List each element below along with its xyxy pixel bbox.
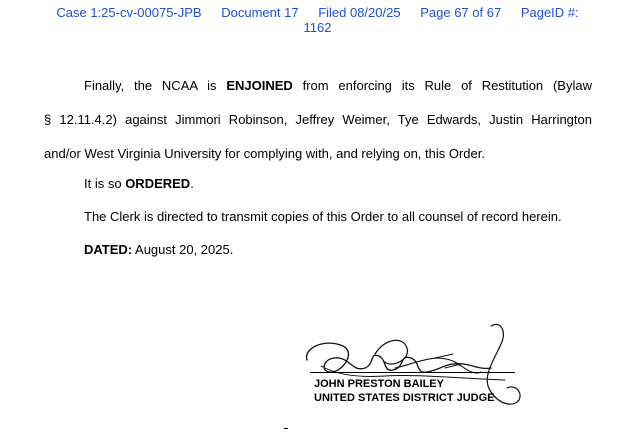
dated-label: DATED: — [84, 242, 133, 257]
document-number: Document 17 — [221, 5, 299, 20]
clerk-directive: The Clerk is directed to transmit copies of this Order to all counsel of record herein. — [84, 209, 562, 224]
signature-line — [310, 372, 515, 373]
pageid-label: PageID #: — [520, 5, 579, 20]
case-header — [0, 6, 635, 35]
pageid-value: 1162 — [303, 20, 332, 35]
paragraph-line-1 — [44, 78, 592, 94]
paragraph-line-2: § 12.11.4.2) against Jimmori Robinson, Jeffrey Weimer, Tye Edwards, Justin Harrington — [44, 112, 592, 127]
case-header-row — [0, 6, 635, 20]
paragraph-text: from enforcing its Rule of Restitution (Bylaw — [292, 78, 592, 93]
ordered-text: It is so — [84, 176, 126, 191]
paragraph-text: Finally, the NCAA is — [84, 78, 227, 93]
filed-date: Filed 08/20/25 — [318, 5, 401, 20]
page-footer-mark — [284, 428, 288, 432]
ordered-period: . — [190, 176, 194, 191]
injunction-paragraph — [44, 78, 592, 162]
dated-line — [84, 242, 233, 258]
ordered-emphasis: ORDERED — [125, 176, 191, 191]
paragraph-line-3: and/or West Virginia University for complying with, and relying on, this Order. — [44, 146, 485, 161]
enjoined-emphasis: ENJOINED — [226, 78, 293, 93]
page-number: Page 67 of 67 — [420, 5, 502, 20]
dated-value: August 20, 2025. — [132, 242, 234, 257]
judge-name: JOHN PRESTON BAILEY — [314, 378, 444, 390]
case-number: Case 1:25-cv-00075-JPB — [56, 5, 202, 20]
ordered-line — [84, 176, 194, 192]
judge-title: UNITED STATES DISTRICT JUDGE — [314, 392, 495, 404]
